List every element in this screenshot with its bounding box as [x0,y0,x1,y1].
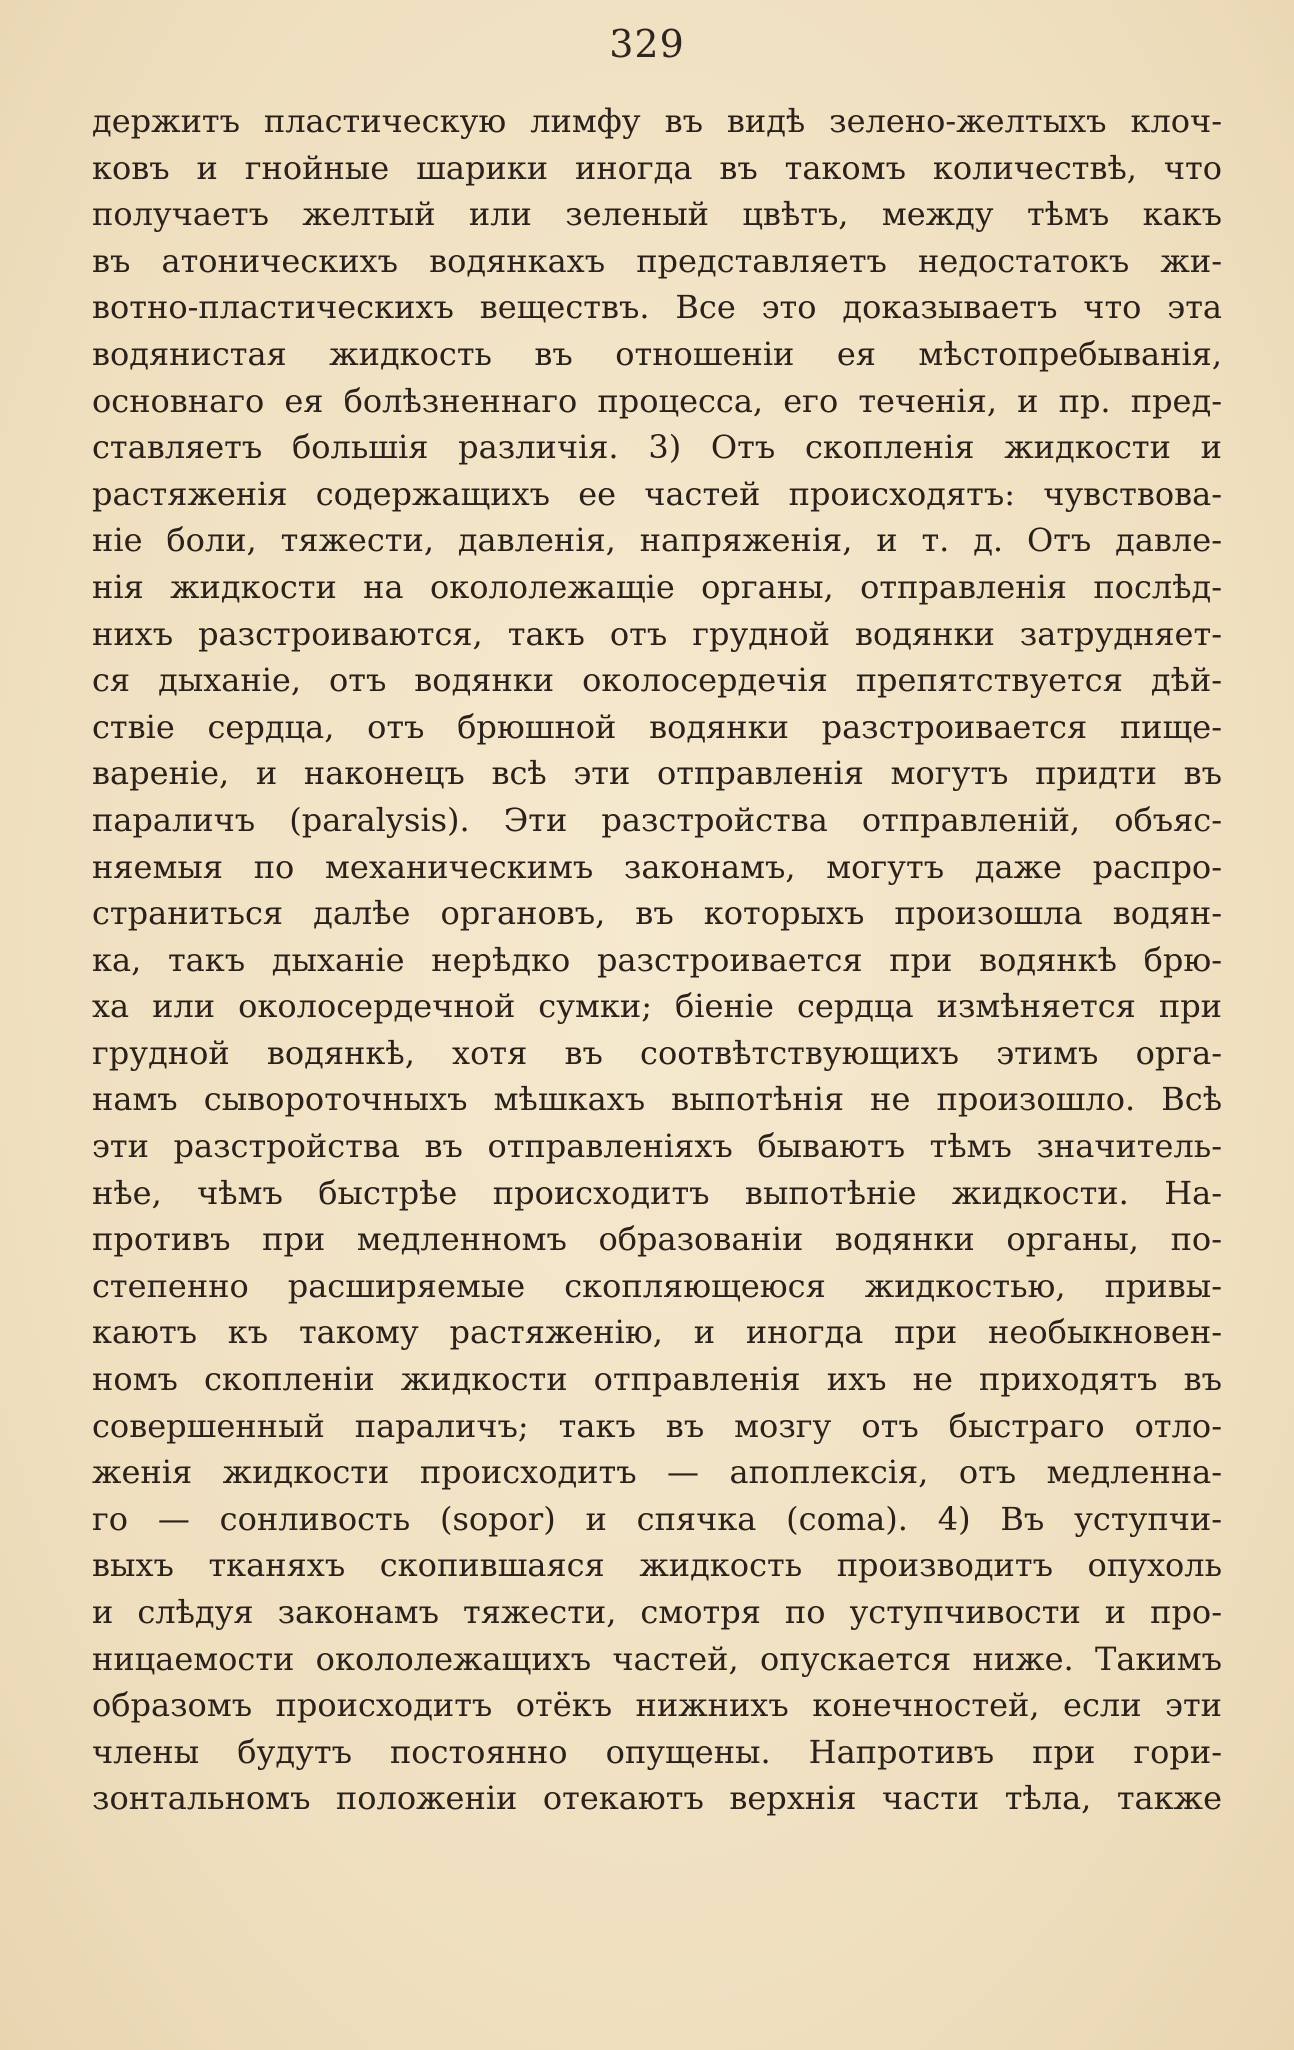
text-line: ковъ и гнойные шарики иногда въ такомъ количествѣ, что [92,148,1222,187]
text-line: противъ при медленномъ образованіи водянки органы, по- [92,1220,1222,1259]
text-line: ка, такъ дыханіе нерѣдко разстроивается при водянкѣ брю- [92,940,1222,979]
text-line: зонтальномъ положеніи отекаютъ верхнія части тѣла, также [92,1779,1222,1818]
text-line: степенно расширяемые скопляющеюся жидкостью, привы- [92,1266,1222,1305]
text-line: намъ сывороточныхъ мѣшкахъ выпотѣнія не произошло. Всѣ [92,1080,1222,1119]
text-line: ха или околосердечной сумки; біеніе сердца измѣняется при [92,987,1222,1026]
text-line: основнаго ея болѣзненнаго процесса, его теченія, и пр. пред- [92,381,1222,420]
text-line: ставляетъ большія различія. 3) Отъ скопленія жидкости и [92,428,1222,467]
text-line: го — сонливость (sopor) и спячка (coma). 4) Въ уступчи- [92,1499,1222,1538]
text-line: растяженія содержащихъ ее частей происходятъ: чувствова- [92,474,1222,513]
text-line: получаетъ желтый или зеленый цвѣтъ, между тѣмъ какъ [92,195,1222,234]
text-line: нѣе, чѣмъ быстрѣе происходитъ выпотѣніе жидкости. На- [92,1173,1222,1212]
text-line: нихъ разстроиваются, такъ отъ грудной водянки затрудняет- [92,614,1222,653]
text-line: ніе боли, тяжести, давленія, напряженія, и т. д. Отъ давле- [92,521,1222,560]
text-line: вареніе, и наконецъ всѣ эти отправленія могутъ придти въ [92,754,1222,793]
body-text [92,98,1222,1822]
text-line: вотно-пластическихъ веществъ. Все это доказываетъ что эта [92,288,1222,327]
text-line: въ атоническихъ водянкахъ представляетъ недостатокъ жи- [92,241,1222,280]
text-line: каютъ къ такому растяженію, и иногда при необыкновен- [92,1313,1222,1352]
text-line: ствіе сердца, отъ брюшной водянки разстроивается пище- [92,707,1222,746]
text-line: ся дыханіе, отъ водянки околосердечія препятствуется дѣй- [92,661,1222,700]
text-line: нія жидкости на окололежащіе органы, отправленія послѣд- [92,567,1222,606]
text-line: номъ скопленіи жидкости отправленія ихъ не приходятъ въ [92,1360,1222,1399]
text-line: совершенный параличъ; такъ въ мозгу отъ быстраго отло- [92,1406,1222,1445]
text-line: грудной водянкѣ, хотя въ соотвѣтствующихъ этимъ орга- [92,1033,1222,1072]
text-line: эти разстройства въ отправленіяхъ бываютъ тѣмъ значитель- [92,1127,1222,1166]
text-line: и слѣдуя законамъ тяжести, смотря по уступчивости и про- [92,1593,1222,1631]
page-number: 329 [609,22,685,66]
text-line: няемыя по механическимъ законамъ, могутъ даже распро- [92,847,1222,886]
text-line: члены будутъ постоянно опущены. Напротивъ при гори- [92,1732,1222,1771]
text-line: параличъ (paralysis). Эти разстройства отправленій, объяс- [92,800,1222,839]
text-line: выхъ тканяхъ скопившаяся жидкость производитъ опухоль [92,1546,1222,1585]
text-line: образомъ происходитъ отёкъ нижнихъ конечностей, если эти [92,1686,1222,1725]
text-line: женія жидкости происходитъ — апоплексія, отъ медленна- [92,1453,1222,1492]
text-line: ницаемости окололежащихъ частей, опускается ниже. Такимъ [92,1639,1222,1678]
text-line: держитъ пластическую лимфу въ видѣ зелено-желтыхъ клоч- [92,102,1222,140]
text-line: страниться далѣе органовъ, въ которыхъ произошла водян- [92,894,1222,933]
text-line: водянистая жидкость въ отношеніи ея мѣстопребыванія, [92,334,1222,373]
